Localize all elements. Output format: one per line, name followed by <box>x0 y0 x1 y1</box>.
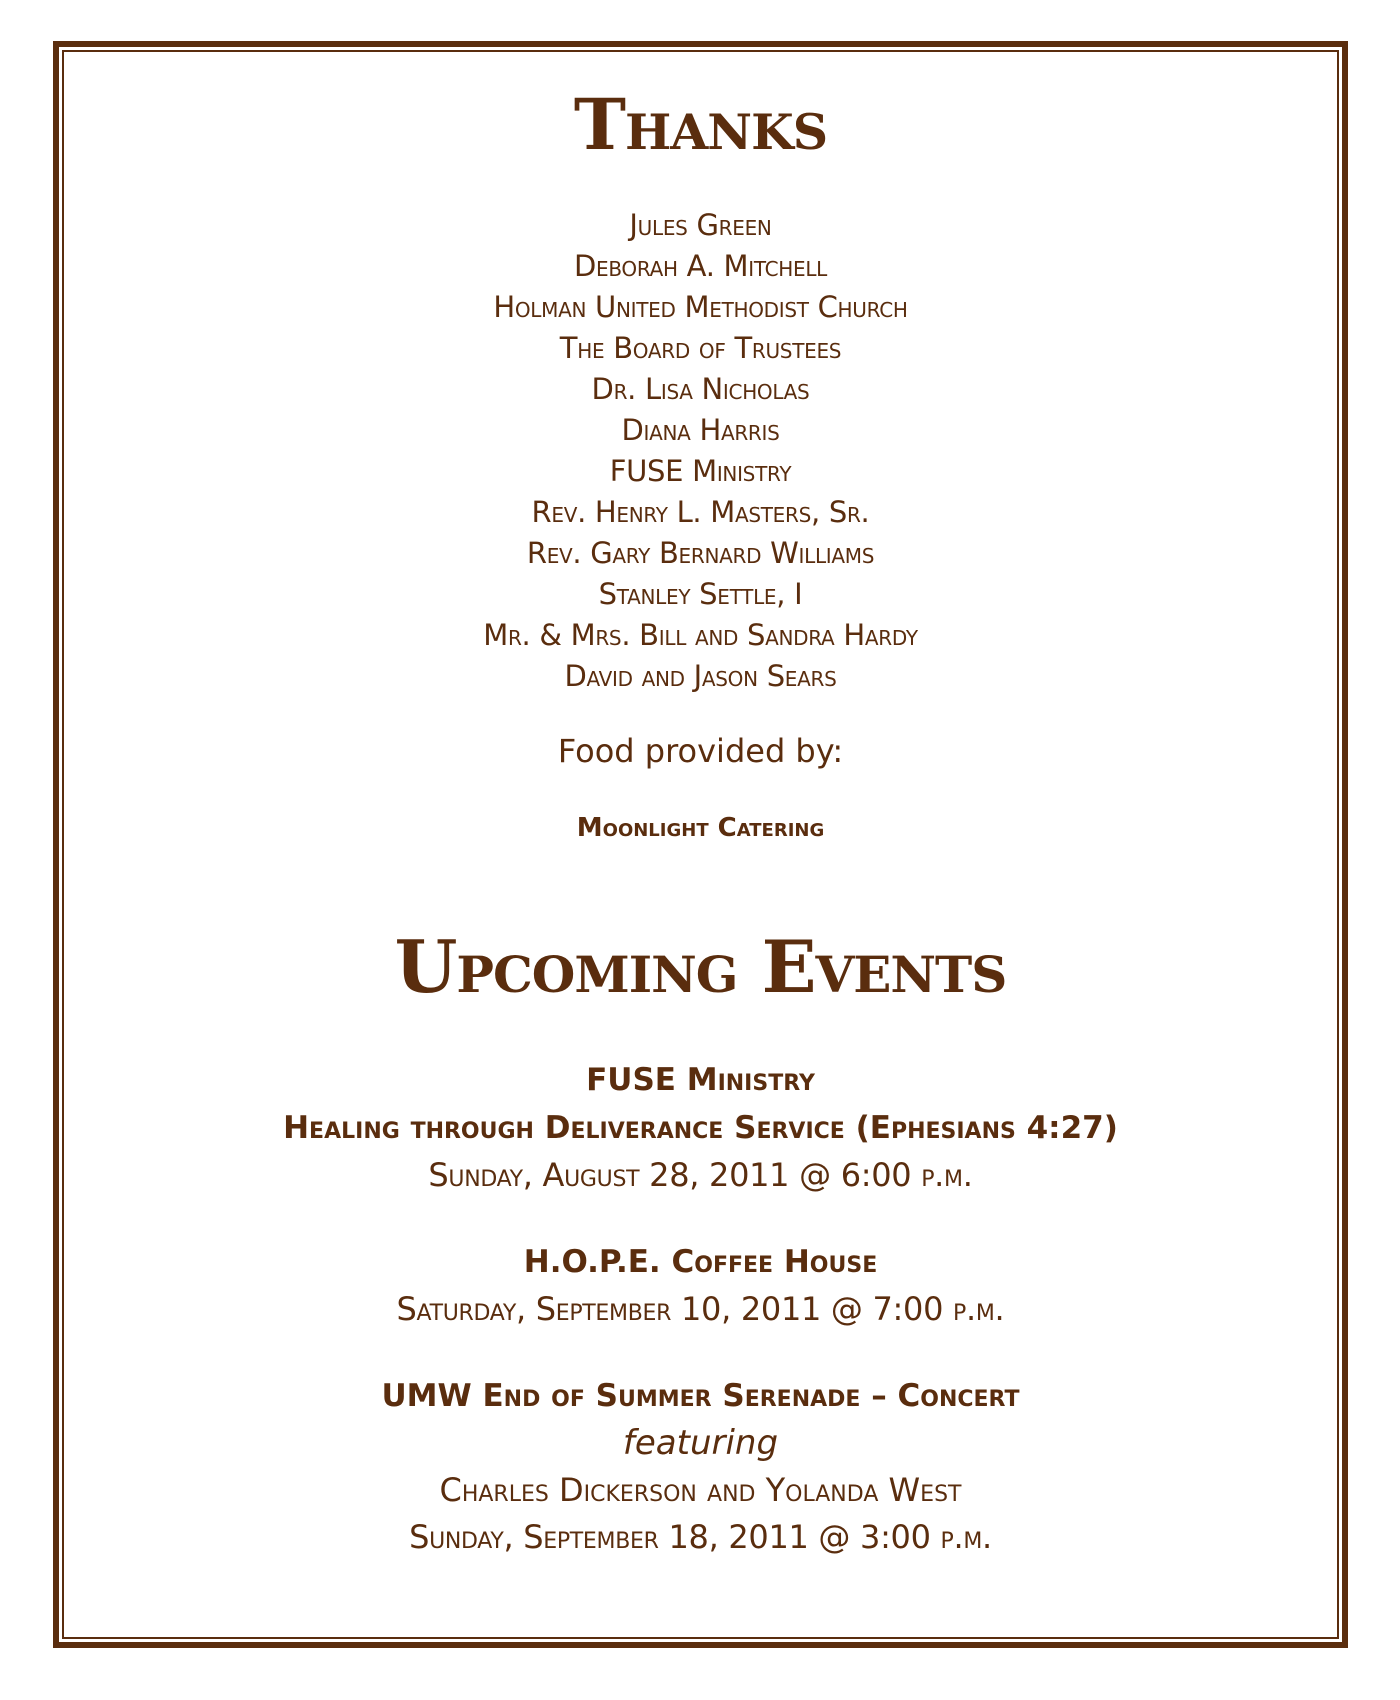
thanks-name: Jules Green <box>629 208 772 242</box>
program-page <box>64 52 1337 1560</box>
caterer-name: Moonlight Catering <box>576 813 825 843</box>
thanks-name: Holman United Methodist Church <box>493 290 908 324</box>
upcoming-events-section <box>64 924 1337 1560</box>
event-umw-concert <box>64 1372 1337 1560</box>
event-date: Saturday, September 10, 2011 @ 7:00 p.m. <box>396 1290 1005 1328</box>
event-hope-coffee-house <box>64 1238 1337 1332</box>
event-name: H.O.P.E. Coffee House <box>523 1244 878 1280</box>
thanks-list <box>64 205 1337 697</box>
food-provided-label: Food provided by: <box>557 732 844 770</box>
thanks-name: Mr. & Mrs. Bill and Sandra Hardy <box>483 618 918 652</box>
event-name: FUSE Ministry <box>586 1062 815 1098</box>
upcoming-events-title: Upcoming Events <box>394 924 1007 1009</box>
thanks-name: Diana Harris <box>621 413 780 447</box>
event-performers: Charles Dickerson and Yolanda West <box>439 1471 962 1509</box>
thanks-section <box>64 83 1337 843</box>
event-date: Sunday, August 28, 2011 @ 6:00 p.m. <box>428 1156 973 1194</box>
thanks-title: Thanks <box>573 83 828 166</box>
thanks-name: The Board of Trustees <box>559 331 842 365</box>
event-featuring: featuring <box>622 1423 779 1463</box>
thanks-name: Dr. Lisa Nicholas <box>591 372 810 406</box>
thanks-name: David and Jason Sears <box>564 659 837 693</box>
event-fuse-ministry <box>64 1056 1337 1198</box>
event-name: UMW End of Summer Serenade – Concert <box>381 1378 1020 1414</box>
event-subtitle: Healing through Deliverance Service (Ephesians 4:27) <box>283 1110 1118 1146</box>
event-date: Sunday, September 18, 2011 @ 3:00 p.m. <box>409 1518 992 1556</box>
thanks-name: Stanley Settle, I <box>598 577 803 611</box>
thanks-name: Deborah A. Mitchell <box>573 249 828 283</box>
thanks-name: Rev. Gary Bernard Williams <box>526 536 875 570</box>
thanks-name: Rev. Henry L. Masters, Sr. <box>531 495 870 529</box>
thanks-name: FUSE Ministry <box>609 454 792 488</box>
